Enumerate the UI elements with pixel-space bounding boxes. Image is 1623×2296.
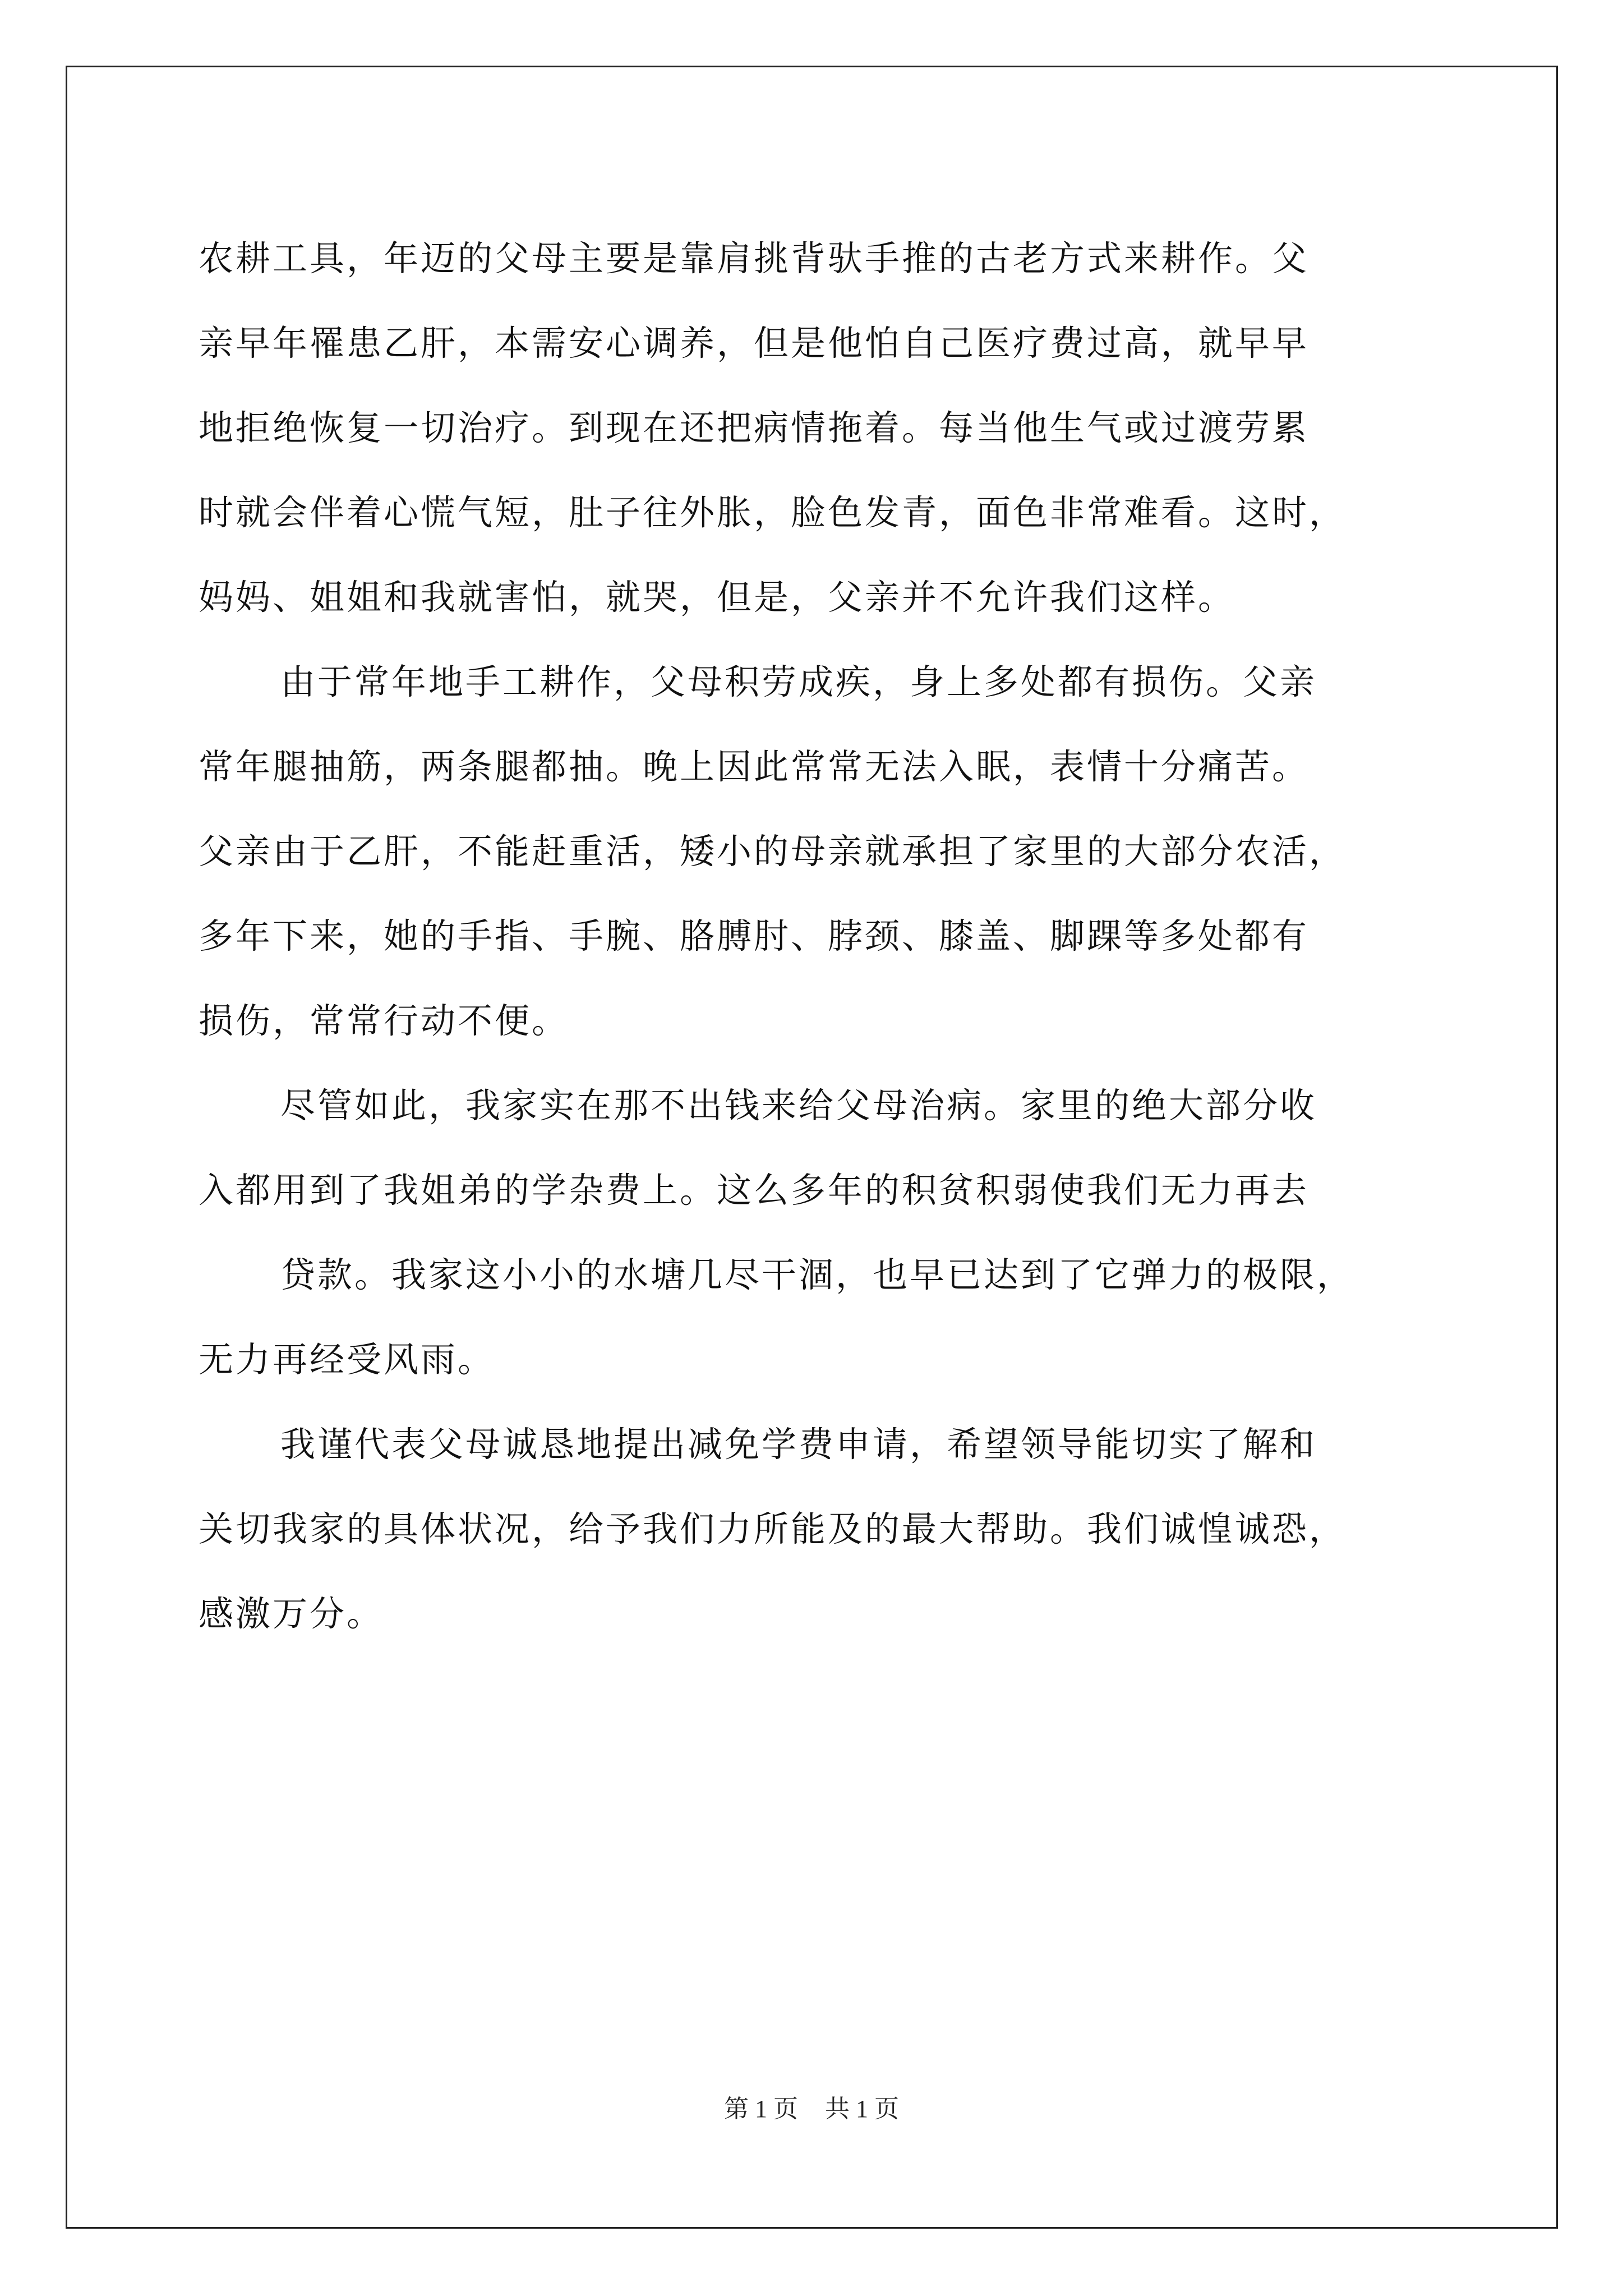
- text-line: 我谨代表父母诚恳地提出减免学费申请，希望领导能切实了解和: [280, 1424, 1317, 1465]
- document-body: [199, 216, 1432, 1656]
- text-line: 妈妈、姐姐和我就害怕，就哭，但是，父亲并不允许我们这样。: [199, 577, 1235, 618]
- text-line: 由于常年地手工耕作，父母积劳成疾，身上多处都有损伤。父亲: [280, 661, 1317, 702]
- text-line: 农耕工具，年迈的父母主要是靠肩挑背驮手推的古老方式来耕作。父: [199, 238, 1310, 279]
- text-line: 尽管如此，我家实在那不出钱来给父母治病。家里的绝大部分收: [280, 1085, 1317, 1126]
- text-line: 时就会伴着心慌气短，肚子往外胀，脸色发青，面色非常难看。这时，: [199, 492, 1347, 533]
- text-line: 贷款。我家这小小的水塘几尽干涸，也早已达到了它弹力的极限，: [280, 1254, 1354, 1295]
- text-line: 感激万分。: [199, 1593, 384, 1634]
- text-line: 地拒绝恢复一切治疗。到现在还把病情拖着。每当他生气或过渡劳累: [199, 407, 1310, 448]
- text-line: 入都用到了我姐弟的学杂费上。这么多年的积贫积弱使我们无力再去: [199, 1170, 1310, 1211]
- page-footer: [0, 2092, 1623, 2126]
- text-line: 无力再经受风雨。: [199, 1339, 495, 1380]
- text-line: 亲早年罹患乙肝，本需安心调养，但是他怕自己医疗费过高，就早早: [199, 323, 1310, 364]
- text-line: 常年腿抽筋，两条腿都抽。晚上因此常常无法入眠，表情十分痛苦。: [199, 746, 1310, 787]
- page-number-total: 共 1 页: [825, 2095, 899, 2123]
- page-number-current: 第 1 页: [724, 2095, 798, 2123]
- text-line: 父亲由于乙肝，不能赶重活，矮小的母亲就承担了家里的大部分农活，: [199, 831, 1347, 872]
- text-line: 关切我家的具体状况，给予我们力所能及的最大帮助。我们诚惶诚恐，: [199, 1508, 1347, 1549]
- text-line: 损伤，常常行动不便。: [199, 1000, 569, 1041]
- text-line: 多年下来，她的手指、手腕、胳膊肘、脖颈、膝盖、脚踝等多处都有: [199, 915, 1310, 956]
